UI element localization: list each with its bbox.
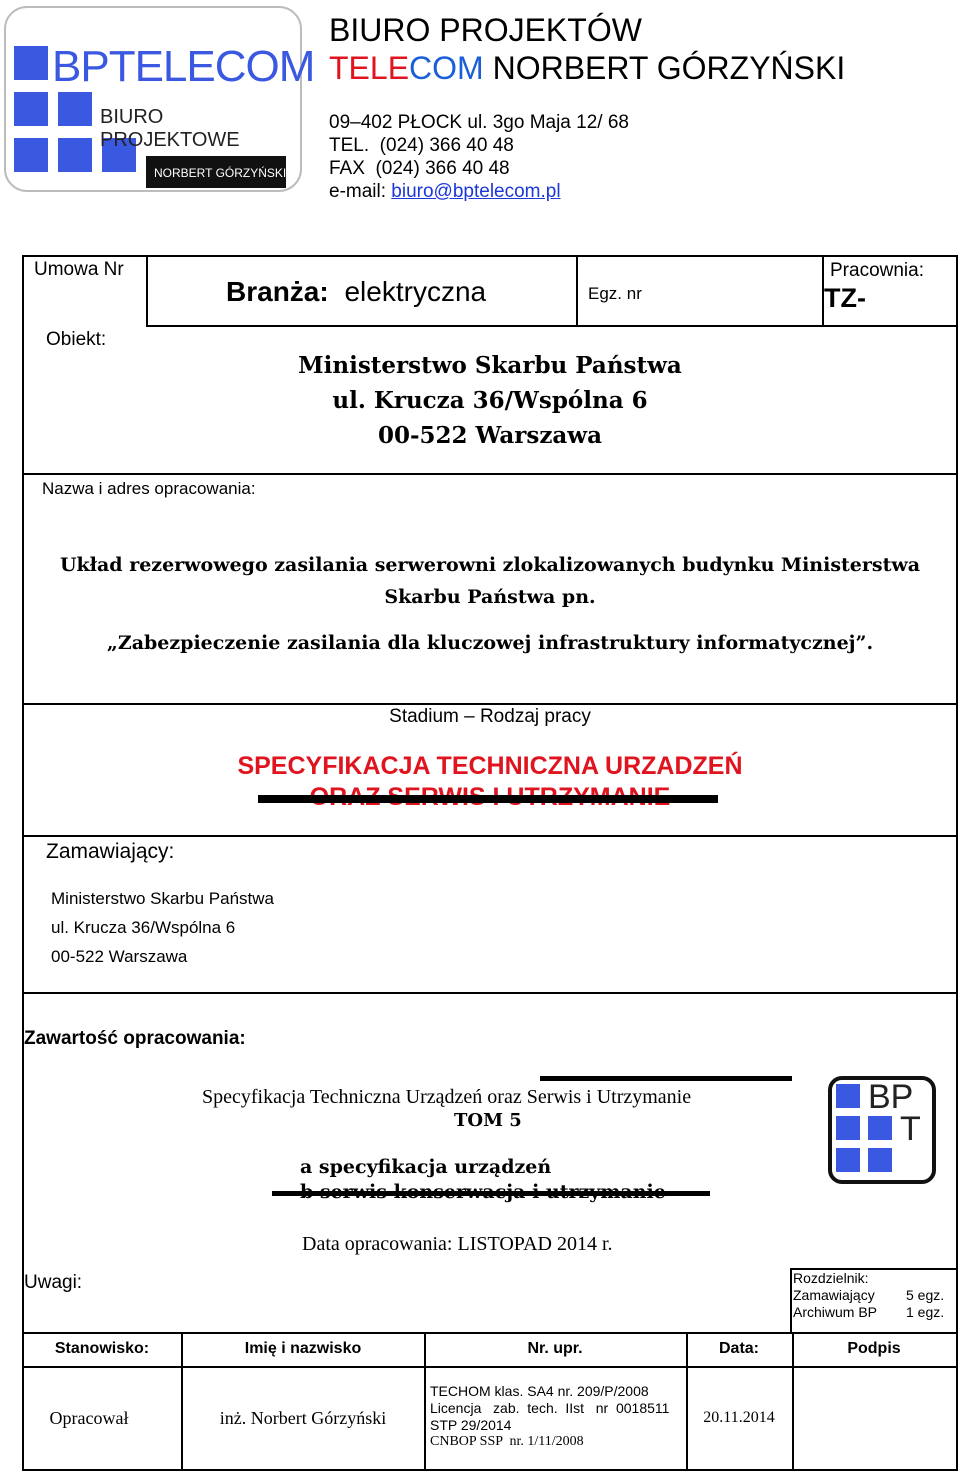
branza-value[interactable]: elektryczna <box>344 276 487 307</box>
nazwa-label: Nazwa i adres opracowania: <box>42 479 256 498</box>
zamawiajacy-label: Zamawiający: <box>46 840 175 863</box>
company-fax: FAX (024) 366 40 48 <box>329 158 510 179</box>
dist-count-0: 5 egz. <box>906 1287 945 1303</box>
umowa-label: Umowa Nr <box>34 259 124 280</box>
footer-header-podpis: Podpis <box>847 1340 901 1357</box>
uwagi-label: Uwagi: <box>24 1272 83 1293</box>
footer-data: 20.11.2014 <box>703 1409 775 1426</box>
logo-subtitle: BIURO PROJEKTOWE <box>100 106 240 151</box>
egz-label: Egz. nr <box>588 284 642 303</box>
email-link[interactable]: biuro@bptelecom.pl <box>391 181 561 202</box>
footer-header-stanowisko: Stanowisko: <box>54 1340 150 1357</box>
footer-upr-1: TECHOM klas. SA4 nr. 209/P/2008 <box>430 1383 649 1399</box>
zamawiajacy-line3: 00-522 Warszawa <box>51 947 188 966</box>
company-tele: TELE <box>329 50 410 86</box>
bpt-stamp <box>828 1076 936 1184</box>
company-email-row <box>329 181 561 203</box>
stadium-title1: SPECYFIKACJA TECHNICZNA URZADZEŃ <box>237 752 743 780</box>
branza-label: Branża: <box>226 276 329 307</box>
nazwa-line3: „Zabezpieczenie zasilania dla kluczowej infrastruktury informatycznej”. <box>106 632 874 654</box>
footer-upr-4: CNBOP SSP nr. 1/11/2008 <box>430 1434 584 1449</box>
zawartosc-data: Data opracowania: LISTOPAD 2014 r. <box>302 1233 613 1255</box>
footer-upr-2: Licencja zab. tech. IIst nr 0018511 <box>430 1400 670 1416</box>
zawartosc-tom: TOM 5 <box>454 1110 522 1131</box>
company-com: COM <box>409 50 484 86</box>
email-label: e-mail: <box>329 181 387 202</box>
rozdzielnik-label: Rozdzielnik: <box>793 1270 869 1286</box>
spec-struck: oraz Serwis i Utrzymanie <box>482 1086 692 1108</box>
company-logo <box>4 6 315 192</box>
zamawiajacy-line1: Ministerstwo Skarbu Państwa <box>51 889 274 908</box>
logo-owner: NORBERT GÓRZYŃSKI <box>154 166 287 180</box>
zawartosc-spec <box>192 1063 691 1109</box>
company-address: 09–402 PŁOCK ul. 3go Maja 12/ 68 <box>329 112 629 133</box>
obiekt-label: Obiekt: <box>46 329 107 350</box>
footer-header-data: Data: <box>718 1340 759 1357</box>
footer-stanowisko: Opracował <box>49 1408 129 1428</box>
footer-header-imie: Imię i nazwisko <box>244 1340 362 1357</box>
dist-name-0: Zamawiający <box>793 1287 875 1303</box>
branza-row <box>226 276 486 308</box>
dist-count-1: 1 egz. <box>906 1304 945 1320</box>
zawartosc-label: Zawartość opracowania: <box>24 1028 246 1049</box>
stamp-t: T <box>900 1110 921 1148</box>
dist-name-1: Archiwum BP <box>793 1304 878 1320</box>
obiekt-line1: Ministerstwo Skarbu Państwa <box>298 352 682 379</box>
obiekt-line3: 00-522 Warszawa <box>377 422 603 449</box>
stamp-bp: BP <box>868 1078 914 1116</box>
logo-graphic <box>4 6 302 192</box>
pracownia-value[interactable]: TZ- <box>824 283 866 313</box>
footer-upr-3: STP 29/2014 <box>430 1417 512 1433</box>
spec-strike <box>540 1076 792 1081</box>
company-name: NORBERT GÓRZYŃSKI <box>492 50 846 86</box>
nazwa-line1: Układ rezerwowego zasilania serwerowni zlokalizowanych budynku Ministerstwa <box>59 554 921 576</box>
obiekt-line2: ul. Krucza 36/Wspólna 6 <box>332 387 648 414</box>
footer-imie: inż. Norbert Górzyński <box>219 1408 387 1428</box>
spec-main: Specyfikacja Techniczna Urządzeń <box>202 1086 483 1108</box>
nazwa-line2: Skarbu Państwa pn. <box>384 586 596 608</box>
item-b-strike <box>272 1191 710 1196</box>
company-tel: TEL. (024) 366 40 48 <box>329 135 514 156</box>
zamawiajacy-line2: ul. Krucza 36/Wspólna 6 <box>51 918 236 937</box>
stadium-strike <box>258 795 718 803</box>
footer-header-upr: Nr. upr. <box>527 1340 583 1357</box>
company-line2 <box>329 50 845 87</box>
stadium-label: Stadium – Rodzaj pracy <box>389 706 591 727</box>
footer-podpis-cell[interactable] <box>794 1368 954 1468</box>
zawartosc-item-a: a specyfikacja urządzeń <box>300 1156 552 1178</box>
company-line1: BIURO PROJEKTÓW <box>329 12 642 48</box>
pracownia-label: Pracownia: <box>830 260 924 281</box>
logo-brand: BPTELECOM <box>52 42 315 91</box>
